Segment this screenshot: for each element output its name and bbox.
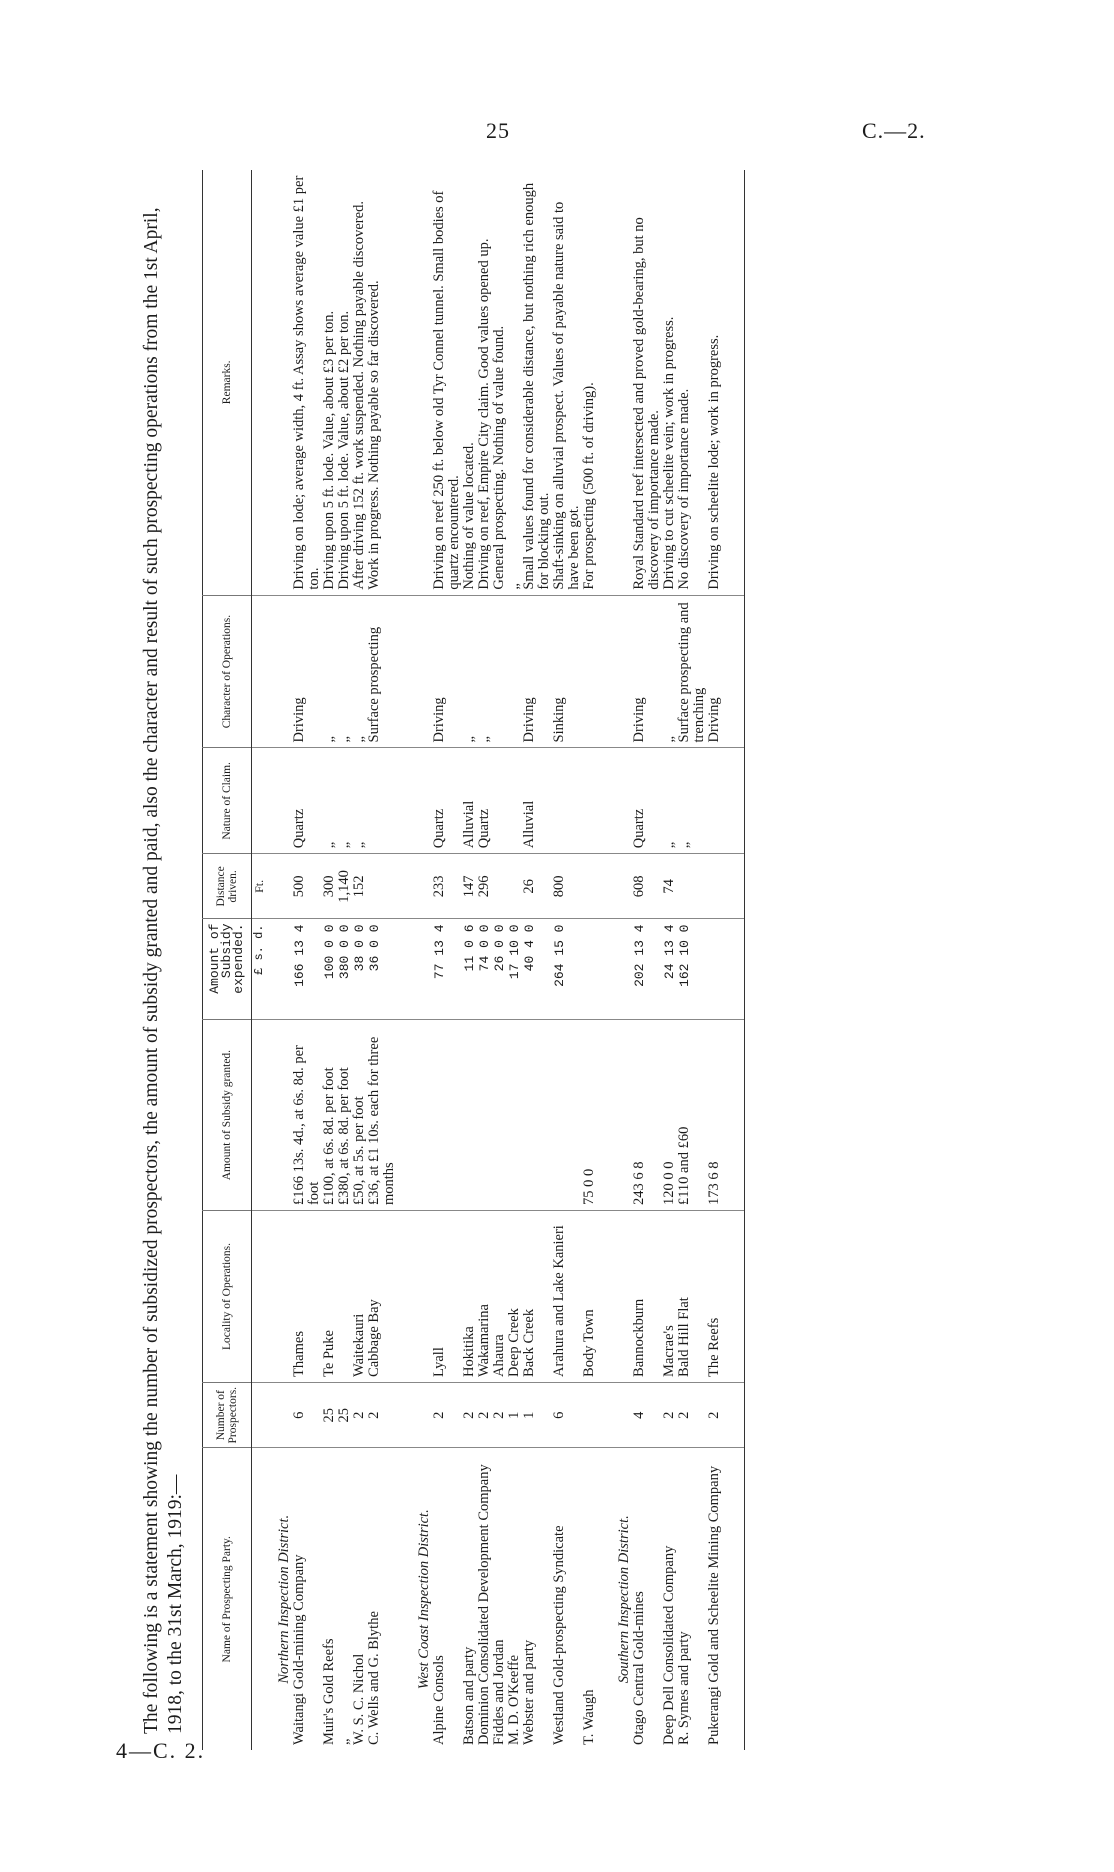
cell-locality: Macrae's xyxy=(662,1211,677,1383)
cell-nature: „ xyxy=(662,748,677,854)
cell-name: Batson and party xyxy=(462,1448,477,1750)
cell-distance xyxy=(582,854,597,919)
cell-expended: 202 13 4 xyxy=(632,919,662,1020)
district-spacer xyxy=(597,170,607,1750)
cell-name: Alpine Consols xyxy=(432,1448,462,1750)
table-row xyxy=(507,170,522,1750)
header-distance: Distance driven. xyxy=(203,854,252,919)
cell-locality: Te Puke xyxy=(322,1211,337,1383)
cell-character: Driving xyxy=(522,595,552,748)
cell-subsidy xyxy=(432,1020,462,1211)
cell-character: Driving xyxy=(632,595,662,748)
cell-number xyxy=(582,1382,597,1448)
cell-remarks: Driving upon 5 ft. lode. Value, about £2 per ton. xyxy=(336,310,352,590)
cell-locality: Wakamarina xyxy=(477,1211,492,1383)
table-row xyxy=(462,170,477,1750)
cell-remarks: Driving on scheelite lode; work in progress. xyxy=(706,334,722,590)
district-heading-row xyxy=(267,170,292,1750)
cell-remarks: After driving 152 ft. work suspended. Nothing payable discovered. xyxy=(351,201,367,590)
cell-name: W. S. C. Nichol xyxy=(352,1448,367,1750)
table-row xyxy=(582,170,597,1750)
cell-character: Driving xyxy=(432,595,462,748)
header-number: Number of Prospectors. xyxy=(203,1382,252,1448)
page-number: 25 xyxy=(486,118,510,143)
cell-subsidy: £380, at 6s. 8d. per foot xyxy=(337,1020,352,1211)
district-title: Southern Inspection District. xyxy=(607,1448,632,1750)
cell-distance xyxy=(707,854,722,919)
cell-remarks: „ xyxy=(506,583,522,590)
units-row xyxy=(252,170,268,1750)
cell-name: Otago Central Gold-mines xyxy=(632,1448,662,1750)
cell-number: 2 xyxy=(432,1382,462,1448)
intro-paragraph: The following is a statement showing the number of subsidized prospectors, the amount of subsidy granted and paid, also the character and result of such prospecting operations from the 1st April, 1918, to the 31st March, 1919:— xyxy=(141,207,186,1734)
header-expended: Amount of Subsidy expended. xyxy=(203,919,252,1020)
table-row xyxy=(432,170,462,1750)
cell-distance: 26 xyxy=(522,854,552,919)
cell-subsidy xyxy=(522,1020,552,1211)
cell-number: 1 xyxy=(507,1382,522,1448)
cell-subsidy: 75 0 0 xyxy=(582,1020,597,1211)
cell-locality: Thames xyxy=(292,1211,322,1383)
cell-distance: 500 xyxy=(292,854,322,919)
cell-character: „ xyxy=(462,595,477,748)
cell-locality: Back Creek xyxy=(522,1211,552,1383)
table-body xyxy=(252,170,745,1750)
cell-remarks: Driving on reef 250 ft. below old Tyr Connel tunnel. Small bodies of quartz encountered. xyxy=(431,190,462,590)
table-row xyxy=(522,170,552,1750)
cell-character xyxy=(507,595,522,748)
cell-nature: „ xyxy=(337,748,352,854)
cell-remarks: General prospecting. Nothing of value found. xyxy=(491,325,507,590)
cell-subsidy: £166 13s. 4d., at 6s. 8d. per foot xyxy=(292,1020,322,1211)
cell-locality: Lyall xyxy=(432,1211,462,1383)
cell-subsidy: 120 0 0 xyxy=(662,1020,677,1211)
district-title: West Coast Inspection District. xyxy=(407,1448,432,1750)
cell-name: T. Waugh xyxy=(582,1448,597,1750)
cell-number: 2 xyxy=(662,1382,677,1448)
table-row xyxy=(292,170,322,1750)
cell-expended: 26 0 0 xyxy=(492,919,507,1020)
cell-remarks: Shaft-sinking on alluvial prospect. Values of payable nature said to have been got. xyxy=(551,201,582,590)
cell-subsidy xyxy=(507,1020,522,1211)
cell-nature xyxy=(492,748,507,854)
cell-character xyxy=(492,595,507,748)
cell-number: 2 xyxy=(352,1382,367,1448)
cell-character xyxy=(582,595,597,748)
cell-distance: 1,140 xyxy=(337,854,352,919)
cell-number: 4 xyxy=(632,1382,662,1448)
cell-number: 6 xyxy=(552,1382,582,1448)
cell-nature xyxy=(552,748,582,854)
cell-nature: Alluvial xyxy=(462,748,477,854)
cell-number: 2 xyxy=(462,1382,477,1448)
cell-remarks: Nothing of value located. xyxy=(461,442,477,590)
prospecting-table xyxy=(202,170,745,1750)
header-locality: Locality of Operations. xyxy=(203,1211,252,1383)
cell-locality: Body Town xyxy=(582,1211,597,1383)
header-name: Name of Prospecting Party. xyxy=(203,1448,252,1750)
cell-remarks: Driving upon 5 ft. lode. Value, about £3 per ton. xyxy=(321,310,337,590)
cell-nature xyxy=(707,748,722,854)
cell-nature: Quartz xyxy=(432,748,462,854)
cell-name: Webster and party xyxy=(522,1448,552,1750)
cell-character: „ xyxy=(662,595,677,748)
table-row xyxy=(677,170,707,1750)
cell-expended: 380 0 0 xyxy=(337,919,352,1020)
cell-subsidy xyxy=(477,1020,492,1211)
cell-distance: 800 xyxy=(552,854,582,919)
cell-expended: 100 0 0 xyxy=(322,919,337,1020)
cell-remarks: Driving to cut scheelite vein; work in progress. xyxy=(661,316,677,590)
cell-character: Surface prospecting and trenching xyxy=(677,595,707,748)
cell-locality: Cabbage Bay xyxy=(367,1211,397,1383)
cell-distance: 233 xyxy=(432,854,462,919)
district-heading-row xyxy=(407,170,432,1750)
rotated-statement-sheet xyxy=(140,170,960,1750)
cell-locality: Ahaura xyxy=(492,1211,507,1383)
table-row xyxy=(352,170,367,1750)
units-distance: Ft. xyxy=(252,854,268,919)
cell-locality: The Reefs xyxy=(707,1211,722,1383)
district-title: Northern Inspection District. xyxy=(267,1448,292,1750)
table-row xyxy=(632,170,662,1750)
cell-nature: Quartz xyxy=(632,748,662,854)
cell-nature xyxy=(367,748,397,854)
cell-expended: 77 13 4 xyxy=(432,919,462,1020)
cell-expended: 11 0 6 xyxy=(462,919,477,1020)
cell-subsidy xyxy=(552,1020,582,1211)
cell-distance xyxy=(677,854,707,919)
cell-character: Driving xyxy=(707,595,722,748)
header-subsidy: Amount of Subsidy granted. xyxy=(203,1020,252,1211)
cell-name: M. D. O'Keeffe xyxy=(507,1448,522,1750)
table-row xyxy=(662,170,677,1750)
cell-remarks: No discovery of importance made. xyxy=(676,388,692,590)
cell-name: „ xyxy=(337,1448,352,1750)
cell-name: Westland Gold-prospecting Syndicate xyxy=(552,1448,582,1750)
cell-name: Fiddes and Jordan xyxy=(492,1448,507,1750)
table-row xyxy=(552,170,582,1750)
cell-character: Surface prospecting xyxy=(367,595,397,748)
header-nature: Nature of Claim. xyxy=(203,748,252,854)
cell-remarks: Small values found for considerable distance, but nothing rich enough for blocking out. xyxy=(521,182,552,590)
cell-expended: 38 0 0 xyxy=(352,919,367,1020)
table-header-row xyxy=(203,170,252,1750)
cell-number: 25 xyxy=(337,1382,352,1448)
cell-character: „ xyxy=(352,595,367,748)
cell-name: Dominion Consolidated Development Company xyxy=(477,1448,492,1750)
cell-subsidy: £110 and £60 xyxy=(677,1020,707,1211)
cell-number: 2 xyxy=(367,1382,397,1448)
cell-name: R. Symes and party xyxy=(677,1448,707,1750)
cell-character: „ xyxy=(477,595,492,748)
table-row xyxy=(707,170,722,1750)
cell-name: Pukerangi Gold and Scheelite Mining Company xyxy=(707,1448,722,1750)
district-spacer xyxy=(397,170,407,1750)
cell-number: 6 xyxy=(292,1382,322,1448)
cell-distance xyxy=(492,854,507,919)
cell-distance: 74 xyxy=(662,854,677,919)
table-row xyxy=(492,170,507,1750)
cell-remarks: Driving on reef, Empire City claim. Good values opened up. xyxy=(476,238,492,590)
cell-name: Deep Dell Consolidated Company xyxy=(662,1448,677,1750)
cell-nature xyxy=(507,748,522,854)
table-row xyxy=(367,170,397,1750)
cell-locality: Bald Hill Flat xyxy=(677,1211,707,1383)
units-expended: £ s. d. xyxy=(252,919,268,1020)
cell-remarks: Driving on lode; average width, 4 ft. Assay shows average value £1 per ton. xyxy=(291,175,322,590)
cell-distance: 152 xyxy=(352,854,367,919)
cell-expended: 24 13 4 xyxy=(662,919,677,1020)
cell-distance xyxy=(507,854,522,919)
cell-locality: Hokitika xyxy=(462,1211,477,1383)
table-row xyxy=(322,170,337,1750)
cell-subsidy: £50, at 5s. per foot xyxy=(352,1020,367,1211)
cell-expended: 17 10 0 xyxy=(507,919,522,1020)
cell-expended xyxy=(707,919,722,1020)
cell-character: „ xyxy=(337,595,352,748)
cell-character: Sinking xyxy=(552,595,582,748)
cell-subsidy: £100, at 6s. 8d. per foot xyxy=(322,1020,337,1211)
cell-remarks: Work in progress. Nothing payable so far discovered. xyxy=(366,280,382,590)
cell-nature: „ xyxy=(322,748,337,854)
cell-expended: 166 13 4 xyxy=(292,919,322,1020)
cell-name: Waitangi Gold-mining Company xyxy=(292,1448,322,1750)
cell-subsidy xyxy=(492,1020,507,1211)
cell-distance: 296 xyxy=(477,854,492,919)
cell-expended: 36 0 0 xyxy=(367,919,397,1020)
cell-expended: 264 15 0 xyxy=(552,919,582,1020)
cell-remarks: Royal Standard reef intersected and proved gold-bearing, but no discovery of importance made. xyxy=(631,217,662,590)
cell-distance: 608 xyxy=(632,854,662,919)
cell-number: 25 xyxy=(322,1382,337,1448)
cell-expended: 74 0 0 xyxy=(477,919,492,1020)
header-character: Character of Operations. xyxy=(203,595,252,748)
cell-subsidy: 173 6 8 xyxy=(707,1020,722,1211)
cell-nature xyxy=(582,748,597,854)
cell-subsidy: 243 6 8 xyxy=(632,1020,662,1211)
cell-locality: Deep Creek xyxy=(507,1211,522,1383)
cell-name: C. Wells and G. Blythe xyxy=(367,1448,397,1750)
cell-nature: Alluvial xyxy=(522,748,552,854)
cell-locality: Bannockburn xyxy=(632,1211,662,1383)
cell-expended: 162 10 0 xyxy=(677,919,707,1020)
table-row xyxy=(477,170,492,1750)
cell-number: 2 xyxy=(707,1382,722,1448)
page-code: C.—2. xyxy=(862,118,926,143)
cell-expended xyxy=(582,919,597,1020)
cell-number: 2 xyxy=(677,1382,707,1448)
cell-nature: „ xyxy=(677,748,707,854)
cell-character: Driving xyxy=(292,595,322,748)
footer-code: 4—C. 2. xyxy=(116,1738,206,1763)
cell-number: 1 xyxy=(522,1382,552,1448)
table-row xyxy=(337,170,352,1750)
cell-remarks: For prospecting (500 ft. of driving). xyxy=(581,382,597,590)
cell-nature: Quartz xyxy=(292,748,322,854)
cell-distance: 147 xyxy=(462,854,477,919)
cell-number: 2 xyxy=(477,1382,492,1448)
cell-subsidy: £36, at £1 10s. each for three months xyxy=(367,1020,397,1211)
cell-nature: „ xyxy=(352,748,367,854)
cell-locality xyxy=(337,1211,352,1383)
district-spacer xyxy=(722,170,745,1750)
cell-name: Muir's Gold Reefs xyxy=(322,1448,337,1750)
cell-nature: Quartz xyxy=(477,748,492,854)
cell-locality: Waitekauri xyxy=(352,1211,367,1383)
header-remarks: Remarks. xyxy=(203,170,252,595)
cell-expended: 40 4 0 xyxy=(522,919,552,1020)
cell-character: „ xyxy=(322,595,337,748)
cell-number: 2 xyxy=(492,1382,507,1448)
cell-distance: 300 xyxy=(322,854,337,919)
cell-locality: Arahura and Lake Kanieri xyxy=(552,1211,582,1383)
cell-subsidy xyxy=(462,1020,477,1211)
cell-distance xyxy=(367,854,397,919)
district-heading-row xyxy=(607,170,632,1750)
